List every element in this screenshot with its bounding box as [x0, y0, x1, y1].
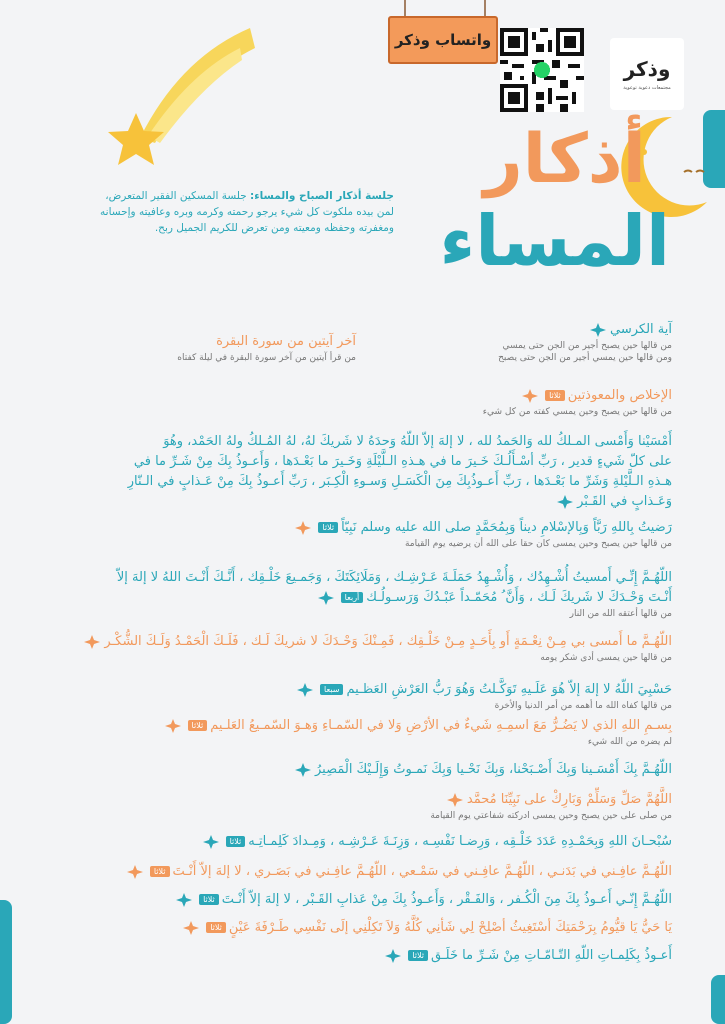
dhikr-text-content: الإخلاص والمعوذتين	[567, 388, 672, 403]
dhikr-item	[36, 386, 672, 418]
sparkle-icon	[176, 893, 192, 907]
sparkle-icon	[295, 521, 311, 535]
dhikr-text	[36, 452, 672, 472]
repeat-badge: ثلاثا	[408, 950, 428, 961]
intro-lead: جلسة أذكار الصباح والمساء:	[250, 190, 394, 202]
dhikr-text-content: رَضيتُ بِاللهِ رَبَّاً وَبِالإسْلامِ ديناً وَبِمُحَمَّدٍ صلى الله عليه وسلم نَبِيّاً	[341, 520, 672, 535]
dhikr-item	[36, 790, 672, 822]
dhikr-text-content: وَعَـذابٍ في القَـبْر	[577, 494, 672, 509]
repeat-badge: ثلاثا	[318, 522, 338, 533]
dhikr-text-content: اللّهُـمَّ إِنِّـي أَمسيتُ أُشْـهِدُك ، وَأُشْـهِدُ حَمَلَـةَ عَـرْشِـك ، وَمَلَائِكَتَكَ ، وَجَمـيعَ خَلْـقِك ، أَنَّـكَ أَنْـتَ اللهُ لا إلهَ إلاّ	[116, 570, 672, 585]
dhikr-text	[36, 386, 672, 406]
sparkle-icon	[183, 921, 199, 935]
intro-text: جلسة المسكين الفقير المتعرض، لمن بيده ملكوت كل شيء يرجو رحمته وكرمه وبره وعافيته وإحسانه ومغفرته وحفظه ومعيته	[100, 190, 394, 234]
dhikr-text	[36, 716, 672, 736]
repeat-badge: ثلاثا	[188, 720, 208, 731]
whatsapp-sign[interactable]: واتساب وذكر	[388, 16, 498, 64]
dhikr-item	[36, 568, 672, 620]
dhikr-text-content: آية الكرسي	[610, 322, 672, 337]
sparkle-icon	[127, 865, 143, 879]
dhikr-item	[36, 716, 672, 748]
dhikr-text	[36, 432, 672, 452]
repeat-badge: أربعا	[341, 592, 364, 603]
decor-strip	[711, 975, 725, 1024]
dhikr-item	[36, 890, 672, 910]
dhikr-text	[36, 518, 672, 538]
dhikr-text	[36, 320, 672, 340]
dhikr-note: من قالها حين يصبح وحين يمسي كفته من كل شيء	[482, 407, 672, 417]
dhikr-item	[36, 832, 672, 852]
dhikr-text-content: أَمْسَيْنا وَأَمْسى المـلكُ لله وَالحَمدُ لله ، لا إلهَ إلاّ اللّهُ وَحدَهُ لا شَريكَ لهُ، لهُ المُـلكُ ولهُ الحَمْد، وهُوَ	[163, 434, 672, 449]
page-title	[400, 112, 700, 282]
dhikr-note: من قالها كفاه الله ما أهمه من أمر الدنيا والأخرة	[494, 701, 672, 711]
dhikr-text-content: اللّهُـمَّ بِكَ أَمْسَـينا وَبِكَ أَصْـبَحْنا، وَبِكَ نَحْـيا وَبِكَ نَمـوتُ وَإِلَـيْكَ الْمَصِيرُ	[314, 762, 672, 777]
dhikr-text	[36, 588, 672, 608]
dhikr-text	[36, 680, 672, 700]
repeat-badge: ثلاثا	[199, 894, 219, 905]
dhikr-item	[36, 320, 672, 364]
sparkle-icon	[522, 389, 538, 403]
repeat-badge: ثلاثا	[545, 390, 565, 401]
dhikr-text-content: سُبْحـانَ اللهِ وَبِحَمْـدِهِ عَدَدَ خَلْـقِه ، وَرِضـا نَفْسِـه ، وَزِنَـةَ عَـرْشِـه ، وَمِـدادَ كَلِمـاتِـه	[248, 834, 672, 849]
dhikr-item	[36, 862, 672, 882]
qr-code-icon[interactable]	[500, 28, 584, 112]
dhikr-note: من قالها حين يمسى أدى شكر يومه	[540, 653, 672, 663]
dhikr-text	[36, 760, 672, 780]
dhikr-text	[36, 862, 672, 882]
dhikr-text-content: هـذهِ الـلَّيْلةِ وَشَرِّ ما بَعْـدَها ، رَبِّ أَعـوذُبِكَ مِنَ الْكَسَـلِ وَسـوءِ الْكِـبَر ، رَبِّ أَعـوذُ بِكَ مِنْ عَـذابٍ في الـنّارِ	[127, 474, 672, 489]
sparkle-icon	[165, 719, 181, 733]
dhikr-item	[36, 946, 672, 966]
dhikr-text	[36, 946, 672, 966]
repeat-badge: ثلاثا	[206, 922, 226, 933]
dhikr-text	[36, 568, 672, 588]
brand-logo	[610, 38, 684, 110]
dhikr-text-content: اللَّهُمَّ صَلِّ وَسَلِّمْ وَبَارِكْ على نَبِيِّنَا مُحمَّد	[466, 792, 672, 807]
dhikr-item	[36, 680, 672, 712]
repeat-badge: سبعا	[320, 684, 343, 695]
sparkle-icon	[557, 495, 573, 509]
title-line-1: أذكار	[483, 120, 646, 199]
left-item-note: من قرأ آيتين من آخر سورة البقرة في ليلة كفتاه	[177, 353, 356, 363]
repeat-badge: ثلاثا	[226, 836, 246, 847]
repeat-badge: ثلاثا	[150, 866, 170, 877]
dhikr-text-content: اللّهُـمَّ عافِـني في بَدَنـي ، اللّهُـمَّ عافِـني في سَمْـعي ، اللّهُـمَّ عافِـني في بَصَـري ، لا إلهَ إلاّ أَنْـتَ	[172, 864, 672, 879]
logo-text: وذكر	[623, 57, 671, 81]
sparkle-icon	[203, 835, 219, 849]
dhikr-item	[36, 518, 672, 550]
sparkle-icon	[84, 635, 100, 649]
dhikr-note: من صلى على حين يصبح وحين يمسى ادركته شفاعتي يوم القيامة	[430, 811, 672, 821]
intro-paragraph	[96, 188, 394, 236]
dhikr-item	[36, 632, 672, 664]
dhikr-text	[36, 492, 672, 512]
logo-subtitle: مجتمعات دعوية توعوية	[623, 85, 671, 91]
dhikr-text	[36, 472, 672, 492]
sparkle-icon	[447, 793, 463, 807]
dhikr-text-content: أَعـوذُ بِكَلِمـاتِ اللّهِ التّـامّـاتِ مِنْ شَـرِّ ما خَلَـق	[431, 948, 672, 963]
dhikr-text	[36, 832, 672, 852]
dhikr-text-content: على كلّ شَيءٍ قدير ، رَبِّ أسْـأَلُـكَ خَـيرَ ما في هـذهِ الـلَّيْلَةِ وَخَـيرَ ما بَعْـدَها ، وَأَعـوذُ بِكَ مِنْ شَـرِّ ما في	[133, 454, 672, 469]
dhikr-note: ومن قالها حين يمسي أجير من الجن حتى يصبح	[498, 353, 672, 363]
dhikr-note: من قالها حين يصبح وحين يمسى كان حقا على الله أن يرضيه يوم القيامة	[404, 539, 672, 549]
sparkle-icon	[590, 323, 606, 337]
dhikr-item	[36, 918, 672, 938]
sparkle-icon	[385, 949, 401, 963]
sparkle-icon	[318, 591, 334, 605]
dhikr-item	[36, 760, 672, 780]
dhikr-text	[36, 632, 672, 652]
left-item-title: آخر آيتين من سورة البقرة	[216, 334, 356, 349]
shooting-star-icon	[100, 18, 260, 188]
dhikr-note: من قالها أعتقه الله من النار	[569, 609, 672, 619]
dhikr-text-content: حَسْبِيَ اللّهُ لا إلهَ إلاّ هُوَ عَلَـيهِ تَوَكَّـلتُ وَهُوَ رَبُّ العَرْشِ العَظـيم	[346, 682, 672, 697]
dhikr-text-content: بِسـمِ اللهِ الذي لا يَضُـرُّ مَعَ اسمِـهِ شَيءٌ في الأرْضِ وَلا في السّمـاءِ وَهـوَ السّمـيعُ العَلـيم	[210, 718, 672, 733]
dhikr-text-content: اللّهُـمَّ إِنّـي أَعـوذُ بِكَ مِنَ الْكُـفر ، وَالفَـقْر ، وَأَعـوذُ بِكَ مِنْ عَذابِ القَـبْر ، لا إلهَ إلاّ أَنْـتَ	[221, 892, 672, 907]
sparkle-icon	[297, 683, 313, 697]
dhikr-text	[36, 890, 672, 910]
dhikr-text-content: يَا حَيُّ يَا قيُّومُ بِرَحْمَتِكَ أسْتَغِيثُ أصْلِحْ لِي شَأنِي كُلَّهُ وَلاَ تَكِلْنِي إلَى نَفْسِي طَـرْفَةَ عَيْنٍ	[228, 920, 672, 935]
dhikr-text	[36, 790, 672, 810]
dhikr-text	[36, 918, 672, 938]
title-line-2: المساء	[439, 200, 670, 282]
sparkle-icon	[295, 763, 311, 777]
intro-closing: ومن تعرض للكريم الجميل ربح.	[154, 222, 290, 234]
dhikr-text-content: اللّهُـمَّ ما أَمسى بي مِـنْ نِعْـمَةٍ أَو بِأَحَـدٍ مِـنْ خَلْـقِك ، فَمِـنْكَ وَحْـدَكَ لا شريكَ لَـك ، فَلَـكَ الْحَمْـدُ وَلَـكَ الشُّكْـر	[104, 634, 672, 649]
dhikr-item	[36, 432, 672, 512]
dhikr-note: لم يضره من الله شيء	[587, 737, 672, 747]
dhikr-note: من قالها حين يصبح أجير من الجن حتى يمسي	[502, 341, 672, 351]
decor-strip	[0, 900, 12, 1024]
dhikr-text-content: أَنْـتَ وَحْـدَكَ لا شَريكَ لَـك ، وَأَنَّ ُ مُحَمّـداً عَبْـدُكَ وَرَسـولُـك	[366, 590, 672, 605]
